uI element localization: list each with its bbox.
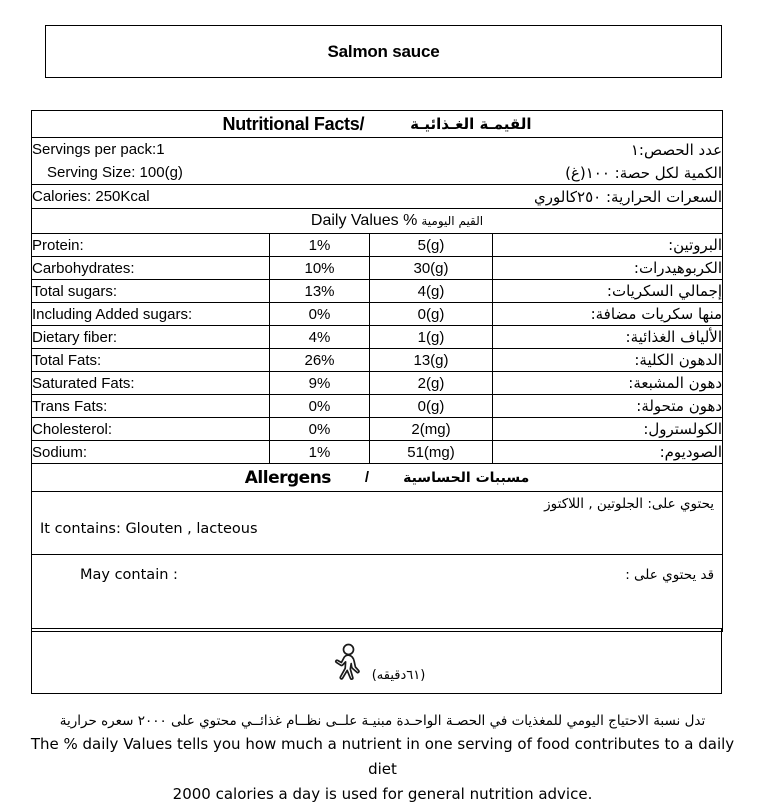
- allergens-contains-cell: [32, 492, 723, 555]
- nutrient-name-ar: إجمالي السكريات:: [493, 280, 723, 303]
- nutrient-amount: 13(g): [370, 349, 493, 372]
- nutrient-name-en: Dietary fiber:: [32, 326, 270, 349]
- footer-line-ar: تدل نسبة الاحتياج اليومي للمغذيات في الحصـة الواحـدة مبنيـة علــى نظــام غذائــي محتوي على ٢٠٠٠ سعره حرارية: [59, 713, 706, 729]
- daily-values-en: Daily Values %: [310, 212, 418, 229]
- nutrient-name-en: Trans Fats:: [32, 395, 270, 418]
- table-row: [32, 441, 723, 464]
- nutrient-name-en: Saturated Fats:: [32, 372, 270, 395]
- allergens-header-sep: /: [364, 469, 370, 486]
- nutrient-name-ar: دهون متحولة:: [493, 395, 723, 418]
- nutrient-percent: 26%: [270, 349, 370, 372]
- nutrient-amount: 1(g): [370, 326, 493, 349]
- nutrient-percent: 0%: [270, 303, 370, 326]
- table-row: [32, 257, 723, 280]
- nutrient-percent: 1%: [270, 234, 370, 257]
- nutrient-name-ar: الألياف الغذائية:: [493, 326, 723, 349]
- serving-size-ar: الكمية لكل حصة: ١٠٠(غ): [370, 161, 723, 185]
- table-row: [32, 418, 723, 441]
- nutrition-header-ar: القيمـة الغـذائيـة: [410, 115, 532, 133]
- footer-line-en-one: The % daily Values tells you how much a nutrient in one serving of food contributes to a daily diet: [30, 735, 735, 778]
- daily-values-cell: [32, 209, 723, 234]
- nutrient-name-en: Total sugars:: [32, 280, 270, 303]
- nutrition-header-row: [32, 111, 723, 138]
- calories-ar: السعرات الحرارية: ٢٥٠كالوري: [370, 185, 723, 209]
- activity-box: [31, 628, 722, 694]
- nutrient-amount: 30(g): [370, 257, 493, 280]
- nutrient-name-ar: الكولسترول:: [493, 418, 723, 441]
- servings-per-pack-row: [32, 138, 723, 162]
- nutrition-facts-table: [31, 110, 723, 632]
- product-title-box: [45, 25, 722, 78]
- allergens-contains-ar: يحتوي على: الجلوتين , اللاكتوز: [544, 496, 715, 512]
- nutrient-name-en: Total Fats:: [32, 349, 270, 372]
- nutrition-header-en: Nutritional Facts/: [222, 113, 365, 134]
- footer-note: [25, 710, 740, 807]
- nutrient-amount: 2(g): [370, 372, 493, 395]
- table-row: [32, 280, 723, 303]
- allergens-may-contain-en: May contain :: [80, 567, 178, 583]
- servings-per-pack-ar: عدد الحصص:١: [370, 138, 723, 162]
- allergens-header-cell: [32, 464, 723, 492]
- serving-size-row: [32, 161, 723, 185]
- allergens-may-contain-ar: قد يحتوي على :: [625, 567, 715, 583]
- nutrient-name-ar: الدهون الكلية:: [493, 349, 723, 372]
- page-title: Salmon sauce: [327, 41, 440, 61]
- allergens-header-ar: مسببات الحساسية: [403, 469, 530, 486]
- nutrient-name-en: Including Added sugars:: [32, 303, 270, 326]
- activity-duration-label: (٦١دقيقه): [371, 667, 426, 683]
- table-row: [32, 349, 723, 372]
- allergens-may-contain-row: [32, 555, 723, 632]
- table-row: [32, 303, 723, 326]
- nutrient-name-en: Sodium:: [32, 441, 270, 464]
- nutrient-percent: 0%: [270, 395, 370, 418]
- nutrient-name-ar: الكربوهيدرات:: [493, 257, 723, 280]
- nutrient-amount: 4(g): [370, 280, 493, 303]
- calories-row: [32, 185, 723, 209]
- allergens-header-en: Allergens: [244, 467, 331, 488]
- nutrient-percent: 9%: [270, 372, 370, 395]
- nutrient-name-ar: دهون المشبعة:: [493, 372, 723, 395]
- nutrient-amount: 5(g): [370, 234, 493, 257]
- nutrient-amount: 0(g): [370, 303, 493, 326]
- daily-values-row: [32, 209, 723, 234]
- table-row: [32, 326, 723, 349]
- nutrient-percent: 13%: [270, 280, 370, 303]
- nutrient-name-en: Cholesterol:: [32, 418, 270, 441]
- table-row: [32, 395, 723, 418]
- allergens-may-contain-cell: [32, 555, 723, 632]
- nutrient-name-ar: البروتين:: [493, 234, 723, 257]
- nutrient-name-ar: منها سكريات مضافة:: [493, 303, 723, 326]
- nutrient-percent: 4%: [270, 326, 370, 349]
- nutrition-header-cell: [32, 111, 723, 138]
- serving-size-en: Serving Size: 100(g): [32, 161, 370, 185]
- nutrient-percent: 10%: [270, 257, 370, 280]
- nutrient-amount: 51(mg): [370, 441, 493, 464]
- nutrient-amount: 2(mg): [370, 418, 493, 441]
- allergens-contains-row: [32, 492, 723, 555]
- table-row: [32, 372, 723, 395]
- calories-en: Calories: 250Kcal: [32, 185, 370, 209]
- allergens-header-row: [32, 464, 723, 492]
- table-row: [32, 234, 723, 257]
- nutrient-amount: 0(g): [370, 395, 493, 418]
- nutrition-table-body: [32, 111, 723, 632]
- nutrient-name-en: Protein:: [32, 234, 270, 257]
- footer-line-en-two: 2000 calories a day is used for general nutrition advice.: [172, 785, 593, 803]
- nutrient-name-en: Carbohydrates:: [32, 257, 270, 280]
- allergens-contains-en: It contains: Glouten , lacteous: [40, 521, 258, 537]
- servings-per-pack-en: Servings per pack:1: [32, 138, 370, 162]
- walking-person-icon: [328, 643, 362, 692]
- nutrient-percent: 1%: [270, 441, 370, 464]
- nutrient-percent: 0%: [270, 418, 370, 441]
- daily-values-ar: القيم اليومية: [421, 214, 484, 228]
- nutrient-name-ar: الصوديوم:: [493, 441, 723, 464]
